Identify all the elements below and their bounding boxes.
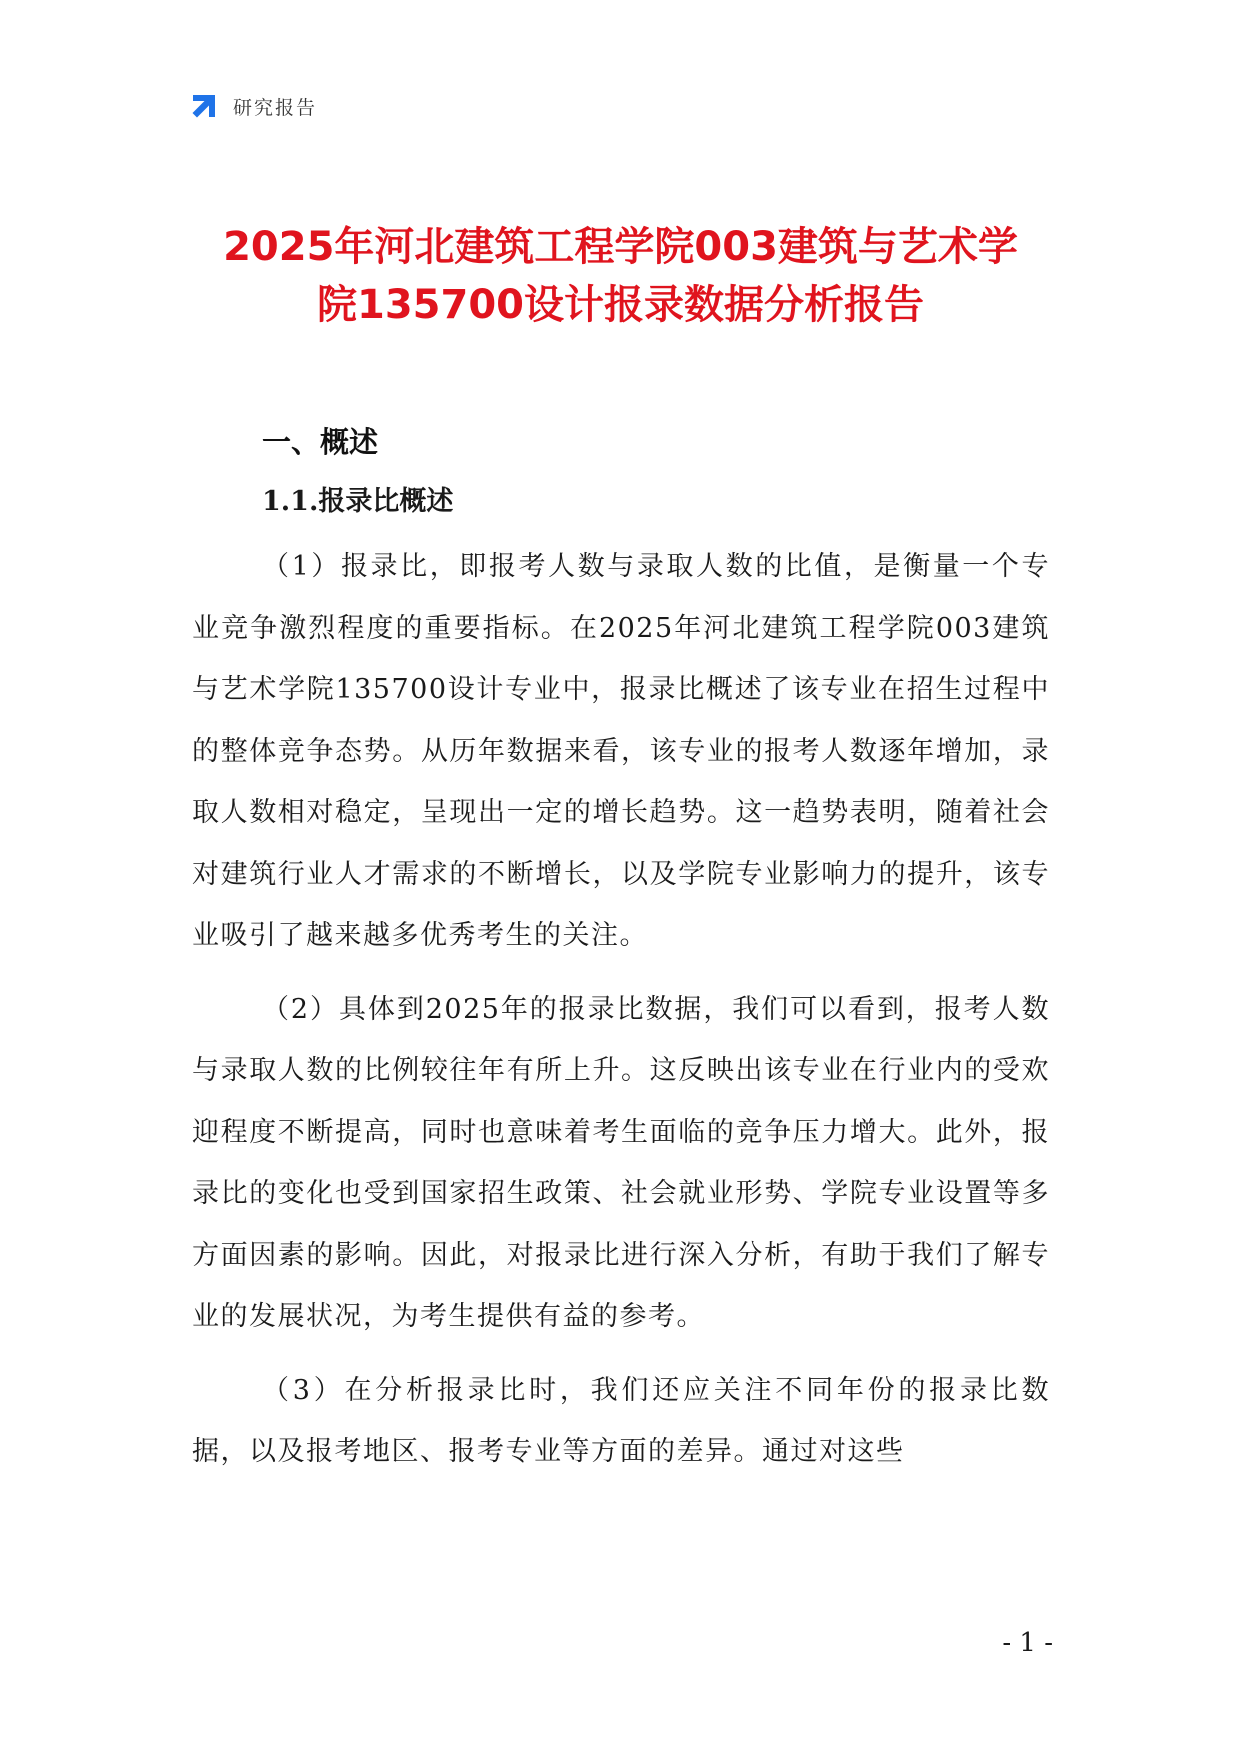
report-title [160, 218, 1081, 334]
paragraph-3: （3）在分析报录比时，我们还应关注不同年份的报录比数据，以及报考地区、报考专业等方面的差异。通过对这些 [192, 1374, 1050, 1467]
header-label: 研究报告 [233, 96, 318, 119]
title-line-2: 院135700设计报录数据分析报告 [317, 282, 924, 328]
section-heading: 一、概述 [262, 425, 379, 459]
page-number: - 1 - [1002, 1628, 1053, 1658]
report-body [192, 420, 1050, 1483]
subsection-heading: 1.1.报录比概述 [262, 486, 454, 517]
title-line-1: 2025年河北建筑工程学院003建筑与艺术学 [223, 224, 1018, 270]
paragraph-1: （1）报录比，即报考人数与录取人数的比值，是衡量一个专业竞争激烈程度的重要指标。在2025年河北建筑工程学院003建筑与艺术学院135700设计专业中，报录比概述了该专业在招生过程中的整体竞争态势。从历年数据来看，该专业的报考人数逐年增加，录取人数相对稳定，呈现出一定的增长趋势。这一趋势表明，随着社会对建筑行业人才需求的不断增长，以及学院专业影响力的提升，该专业吸引了越来越多优秀考生的关注。 [192, 551, 1050, 951]
report-header [189, 88, 317, 124]
paragraph-2: （2）具体到2025年的报录比数据，我们可以看到，报考人数与录取人数的比例较往年有所上升。这反映出该专业在行业内的受欢迎程度不断提高，同时也意味着考生面临的竞争压力增大。此外，报录比的变化也受到国家招生政策、社会就业形势、学院专业设置等多方面因素的影响。因此，对报录比进行深入分析，有助于我们了解专业的发展状况，为考生提供有益的参考。 [192, 993, 1050, 1332]
arrow-up-right-icon [189, 91, 219, 121]
